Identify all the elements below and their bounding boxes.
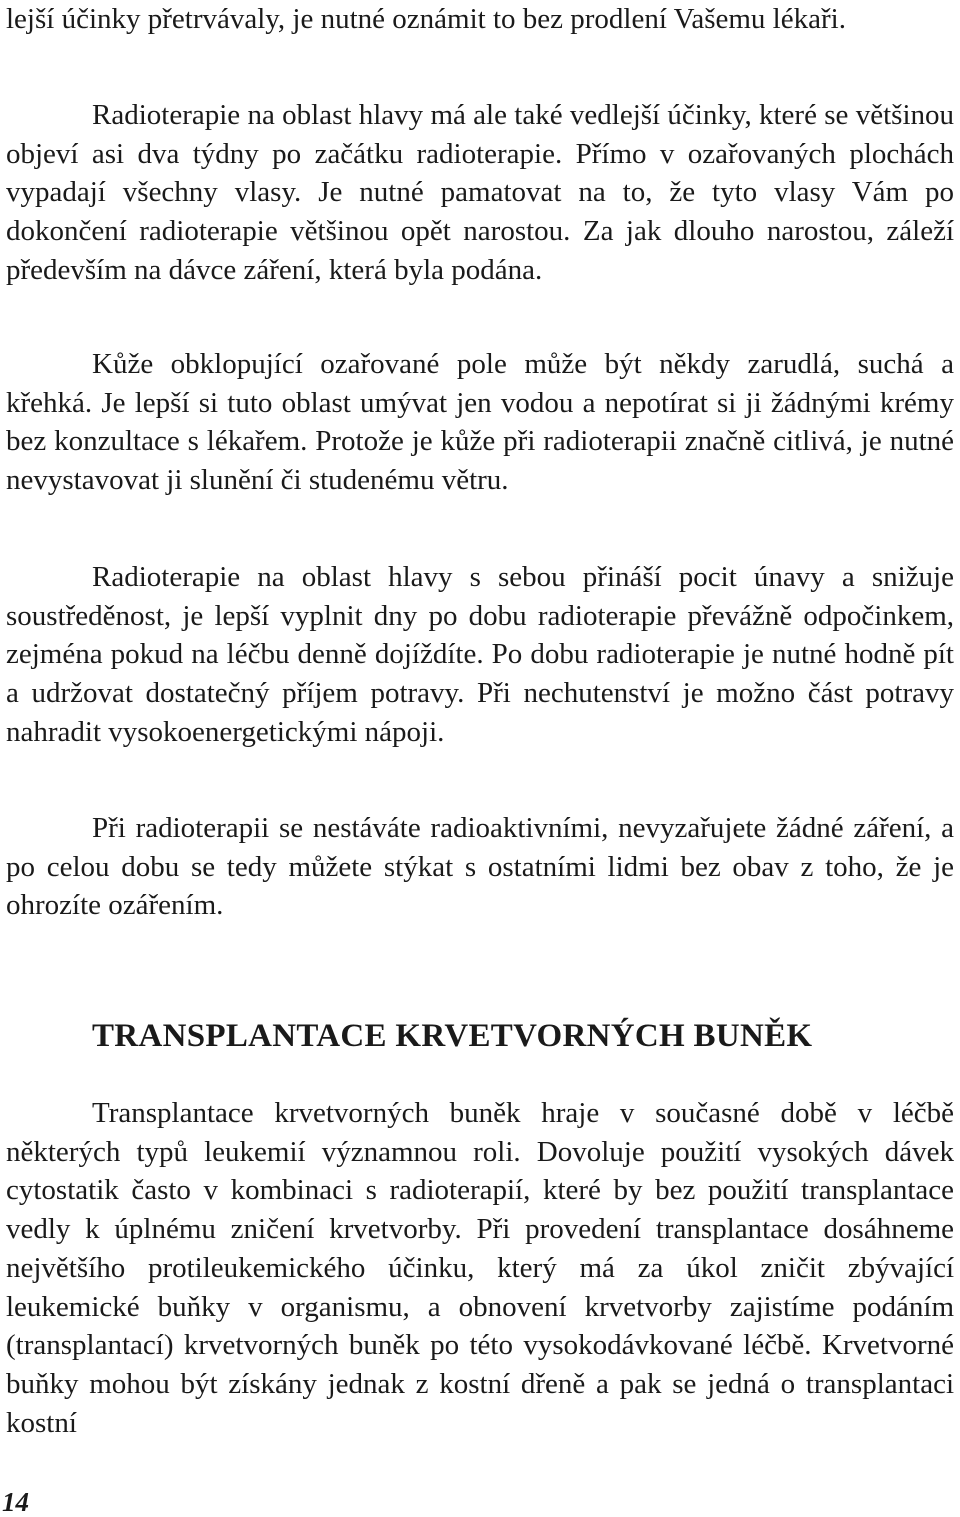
paragraph-transplantation: Transplantace krvetvorných buněk hraje v současné době v léčbě některých typů leukemií významnou roli. Dovoluje použití vysokých dávek cytostatik často v kombinaci s radioterapií, které by bez použití transplantace vedly k úplnému zničení krvetvorby. Při provedení transplantace dosáhneme největšího protileukemického účinku, který má za úkol zničit zbývající leukemické buňky v organismu, a obnovení krvetvorby zajistíme podáním (transplantací) krvetvorných buněk po této vysokodávkované léčbě. Krvetvorné buňky mohou být získány jednak z kostní dřeně a pak se jedná o transplantaci kostní [6,1097,954,1439]
paragraph-hair-loss: Radioterapie na oblast hlavy má ale také vedlejší účinky, které se většinou objeví asi dva týdny po začátku radioterapie. Přímo v ozařovaných plochách vypadají všechny vlasy. Je nutné pamatovat na to, že tyto vlasy Vám po dokončení radioterapie většinou opět narostou. Za jak dlouho narostou, záleží především na dávce záření, která byla podána. [6,99,954,286]
page-number: 14 [2,1487,29,1517]
section-heading: TRANSPLANTACE KRVETVORNÝCH BUNĚK [92,1018,813,1054]
paragraph-fatigue: Radioterapie na oblast hlavy s sebou přináší pocit únavy a snižuje soustředěnost, je lepší vyplnit dny po dobu radioterapie převážně odpočinkem, zejména pokud na léčbu denně dojíždíte. Po dobu radioterapie je nutné hodně pít a udržovat dostatečný příjem potravy. Při nechutenství je možno část potravy nahradit vysokoenergetickými nápoji. [6,561,954,748]
paragraph-skin-care: Kůže obklopující ozařované pole může být někdy zarudlá, suchá a křehká. Je lepší si tuto oblast umývat jen vodou a nepotírat si ji žádnými krémy bez konzultace s lékařem. Protože je kůže při radioterapii značně citlivá, je nutné nevystavovat ji slunění či studenému větru. [6,348,954,497]
paragraph-radioactivity: Při radioterapii se nestáváte radioaktivními, nevyzařujete žádné záření, a po celou dobu se tedy můžete stýkat s ostatními lidmi bez obav z toho, že je ohrozíte ozářením. [6,812,954,922]
paragraph-continuation: lejší účinky přetrvávaly, je nutné oznámit to bez prodlení Vašemu lékaři. [6,3,846,35]
